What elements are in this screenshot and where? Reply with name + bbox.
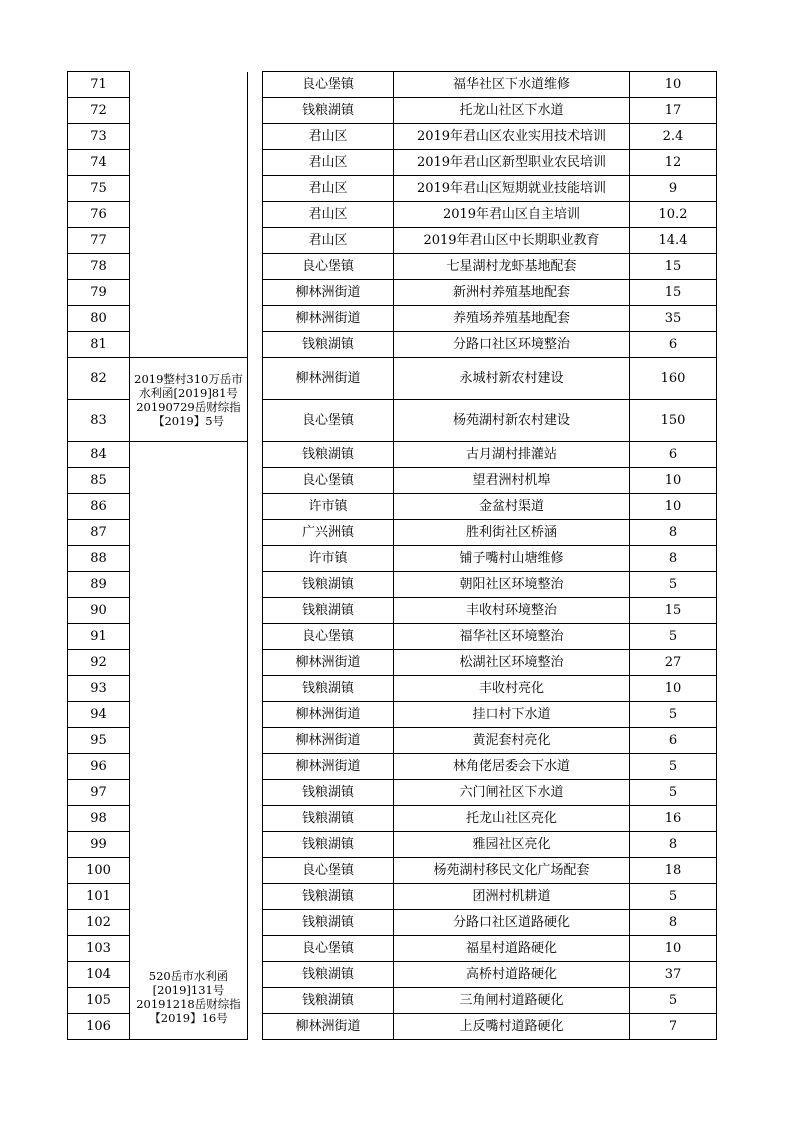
amount-cell: 5: [630, 780, 717, 806]
town-cell: 良心堡镇: [263, 254, 394, 280]
project-cell: 雅园社区亮化: [394, 832, 630, 858]
town-cell: 钱粮湖镇: [263, 98, 394, 124]
project-cell: 托龙山社区下水道: [394, 98, 630, 124]
project-cell: 古月湖村排灌站: [394, 442, 630, 468]
row-number-cell: 103: [68, 936, 130, 962]
project-cell: 丰收村环境整治: [394, 598, 630, 624]
row-number-cell: 77: [68, 228, 130, 254]
town-cell: 柳林洲街道: [263, 702, 394, 728]
town-cell: 钱粮湖镇: [263, 806, 394, 832]
town-cell: 柳林洲街道: [263, 1014, 394, 1040]
town-cell: 柳林洲街道: [263, 728, 394, 754]
amount-cell: 16: [630, 806, 717, 832]
amount-cell: 5: [630, 754, 717, 780]
amount-cell: 10: [630, 936, 717, 962]
project-cell: 杨苑湖村移民文化广场配套: [394, 858, 630, 884]
amount-cell: 7: [630, 1014, 717, 1040]
row-number-cell: 101: [68, 884, 130, 910]
amount-cell: 10: [630, 72, 717, 98]
project-cell: 上反嘴村道路硬化: [394, 1014, 630, 1040]
town-cell: 柳林洲街道: [263, 358, 394, 400]
project-cell: 金盆村渠道: [394, 494, 630, 520]
town-cell: 钱粮湖镇: [263, 676, 394, 702]
row-number-cell: 83: [68, 400, 130, 442]
town-cell: 良心堡镇: [263, 72, 394, 98]
row-number-cell: 93: [68, 676, 130, 702]
town-cell: 君山区: [263, 176, 394, 202]
town-cell: 钱粮湖镇: [263, 910, 394, 936]
row-number-cell: 104: [68, 962, 130, 988]
project-cell: 杨苑湖村新农村建设: [394, 400, 630, 442]
project-cell: 六门闸社区下水道: [394, 780, 630, 806]
project-cell: 胜利街社区桥涵: [394, 520, 630, 546]
row-number-cell: 72: [68, 98, 130, 124]
project-cell: 福星村道路硬化: [394, 936, 630, 962]
project-cell: 2019年君山区农业实用技术培训: [394, 124, 630, 150]
row-number-cell: 85: [68, 468, 130, 494]
town-cell: 钱粮湖镇: [263, 598, 394, 624]
town-cell: 钱粮湖镇: [263, 962, 394, 988]
project-cell: 松湖社区环境整治: [394, 650, 630, 676]
project-cell: 新洲村养殖基地配套: [394, 280, 630, 306]
row-number-cell: 87: [68, 520, 130, 546]
table-row: [68, 442, 717, 468]
row-number-cell: 76: [68, 202, 130, 228]
project-cell: 2019年君山区中长期职业教育: [394, 228, 630, 254]
project-cell: 铺子嘴村山塘维修: [394, 546, 630, 572]
town-cell: 君山区: [263, 124, 394, 150]
town-cell: 钱粮湖镇: [263, 780, 394, 806]
project-cell: 望君洲村机埠: [394, 468, 630, 494]
row-number-cell: 80: [68, 306, 130, 332]
town-cell: 君山区: [263, 202, 394, 228]
project-cell: 2019年君山区自主培训: [394, 202, 630, 228]
town-cell: 君山区: [263, 150, 394, 176]
town-cell: 柳林洲街道: [263, 280, 394, 306]
row-number-cell: 106: [68, 1014, 130, 1040]
project-cell: 高桥村道路硬化: [394, 962, 630, 988]
town-cell: 柳林洲街道: [263, 306, 394, 332]
amount-cell: 8: [630, 910, 717, 936]
town-cell: 良心堡镇: [263, 858, 394, 884]
project-cell: 分路口社区道路硬化: [394, 910, 630, 936]
amount-cell: 37: [630, 962, 717, 988]
town-cell: 良心堡镇: [263, 468, 394, 494]
town-cell: 许市镇: [263, 494, 394, 520]
amount-cell: 6: [630, 728, 717, 754]
row-number-cell: 91: [68, 624, 130, 650]
amount-cell: 15: [630, 280, 717, 306]
project-cell: 黄泥套村亮化: [394, 728, 630, 754]
amount-cell: 12: [630, 150, 717, 176]
document-ref-blank-cell: [130, 72, 248, 358]
row-number-cell: 98: [68, 806, 130, 832]
amount-cell: 6: [630, 332, 717, 358]
town-cell: 广兴洲镇: [263, 520, 394, 546]
amount-cell: 10: [630, 494, 717, 520]
amount-cell: 6: [630, 442, 717, 468]
amount-cell: 27: [630, 650, 717, 676]
amount-cell: 35: [630, 306, 717, 332]
amount-cell: 15: [630, 598, 717, 624]
town-cell: 柳林洲街道: [263, 754, 394, 780]
row-number-cell: 81: [68, 332, 130, 358]
row-number-cell: 74: [68, 150, 130, 176]
amount-cell: 15: [630, 254, 717, 280]
row-number-cell: 94: [68, 702, 130, 728]
row-number-cell: 95: [68, 728, 130, 754]
amount-cell: 10: [630, 468, 717, 494]
town-cell: 良心堡镇: [263, 624, 394, 650]
row-number-cell: 92: [68, 650, 130, 676]
row-number-cell: 102: [68, 910, 130, 936]
row-number-cell: 86: [68, 494, 130, 520]
amount-cell: 18: [630, 858, 717, 884]
row-number-cell: 82: [68, 358, 130, 400]
amount-cell: 9: [630, 176, 717, 202]
amount-cell: 8: [630, 832, 717, 858]
town-cell: 良心堡镇: [263, 400, 394, 442]
row-number-cell: 73: [68, 124, 130, 150]
amount-cell: 160: [630, 358, 717, 400]
row-number-cell: 89: [68, 572, 130, 598]
amount-cell: 8: [630, 520, 717, 546]
fund-allocation-table: [67, 71, 717, 1040]
amount-cell: 8: [630, 546, 717, 572]
project-cell: 团洲村机耕道: [394, 884, 630, 910]
document-ref-cell: 520岳市水利函[2019]131号20191218岳财综指【2019】16号: [130, 442, 248, 1040]
row-number-cell: 78: [68, 254, 130, 280]
amount-cell: 5: [630, 702, 717, 728]
row-number-cell: 75: [68, 176, 130, 202]
row-number-cell: 105: [68, 988, 130, 1014]
town-cell: 钱粮湖镇: [263, 832, 394, 858]
amount-cell: 150: [630, 400, 717, 442]
project-cell: 七星湖村龙虾基地配套: [394, 254, 630, 280]
town-cell: 许市镇: [263, 546, 394, 572]
project-cell: 分路口社区环境整治: [394, 332, 630, 358]
row-number-cell: 97: [68, 780, 130, 806]
project-cell: 福华社区下水道维修: [394, 72, 630, 98]
amount-cell: 2.4: [630, 124, 717, 150]
town-cell: 钱粮湖镇: [263, 572, 394, 598]
project-cell: 丰收村亮化: [394, 676, 630, 702]
table-row: [68, 72, 717, 98]
row-number-cell: 84: [68, 442, 130, 468]
town-cell: 钱粮湖镇: [263, 988, 394, 1014]
amount-cell: 5: [630, 572, 717, 598]
amount-cell: 10.2: [630, 202, 717, 228]
table-row: [68, 358, 717, 400]
project-cell: 永城村新农村建设: [394, 358, 630, 400]
project-cell: 朝阳社区环境整治: [394, 572, 630, 598]
row-number-cell: 71: [68, 72, 130, 98]
town-cell: 君山区: [263, 228, 394, 254]
town-cell: 钱粮湖镇: [263, 332, 394, 358]
project-cell: 挂口村下水道: [394, 702, 630, 728]
project-cell: 托龙山社区亮化: [394, 806, 630, 832]
row-number-cell: 79: [68, 280, 130, 306]
row-number-cell: 100: [68, 858, 130, 884]
town-cell: 钱粮湖镇: [263, 442, 394, 468]
town-cell: 钱粮湖镇: [263, 884, 394, 910]
amount-cell: 10: [630, 676, 717, 702]
project-cell: 2019年君山区新型职业农民培训: [394, 150, 630, 176]
town-cell: 柳林洲街道: [263, 650, 394, 676]
spacer-cell: [248, 72, 263, 1040]
project-cell: 2019年君山区短期就业技能培训: [394, 176, 630, 202]
amount-cell: 5: [630, 624, 717, 650]
project-cell: 三角闸村道路硬化: [394, 988, 630, 1014]
row-number-cell: 96: [68, 754, 130, 780]
document-ref-cell: 2019整村310万岳市水利函[2019]81号20190729岳财综指【2019】5号: [130, 358, 248, 442]
project-cell: 林角佬居委会下水道: [394, 754, 630, 780]
amount-cell: 17: [630, 98, 717, 124]
amount-cell: 5: [630, 884, 717, 910]
amount-cell: 14.4: [630, 228, 717, 254]
project-cell: 福华社区环境整治: [394, 624, 630, 650]
row-number-cell: 99: [68, 832, 130, 858]
row-number-cell: 90: [68, 598, 130, 624]
project-cell: 养殖场养殖基地配套: [394, 306, 630, 332]
town-cell: 良心堡镇: [263, 936, 394, 962]
amount-cell: 5: [630, 988, 717, 1014]
row-number-cell: 88: [68, 546, 130, 572]
